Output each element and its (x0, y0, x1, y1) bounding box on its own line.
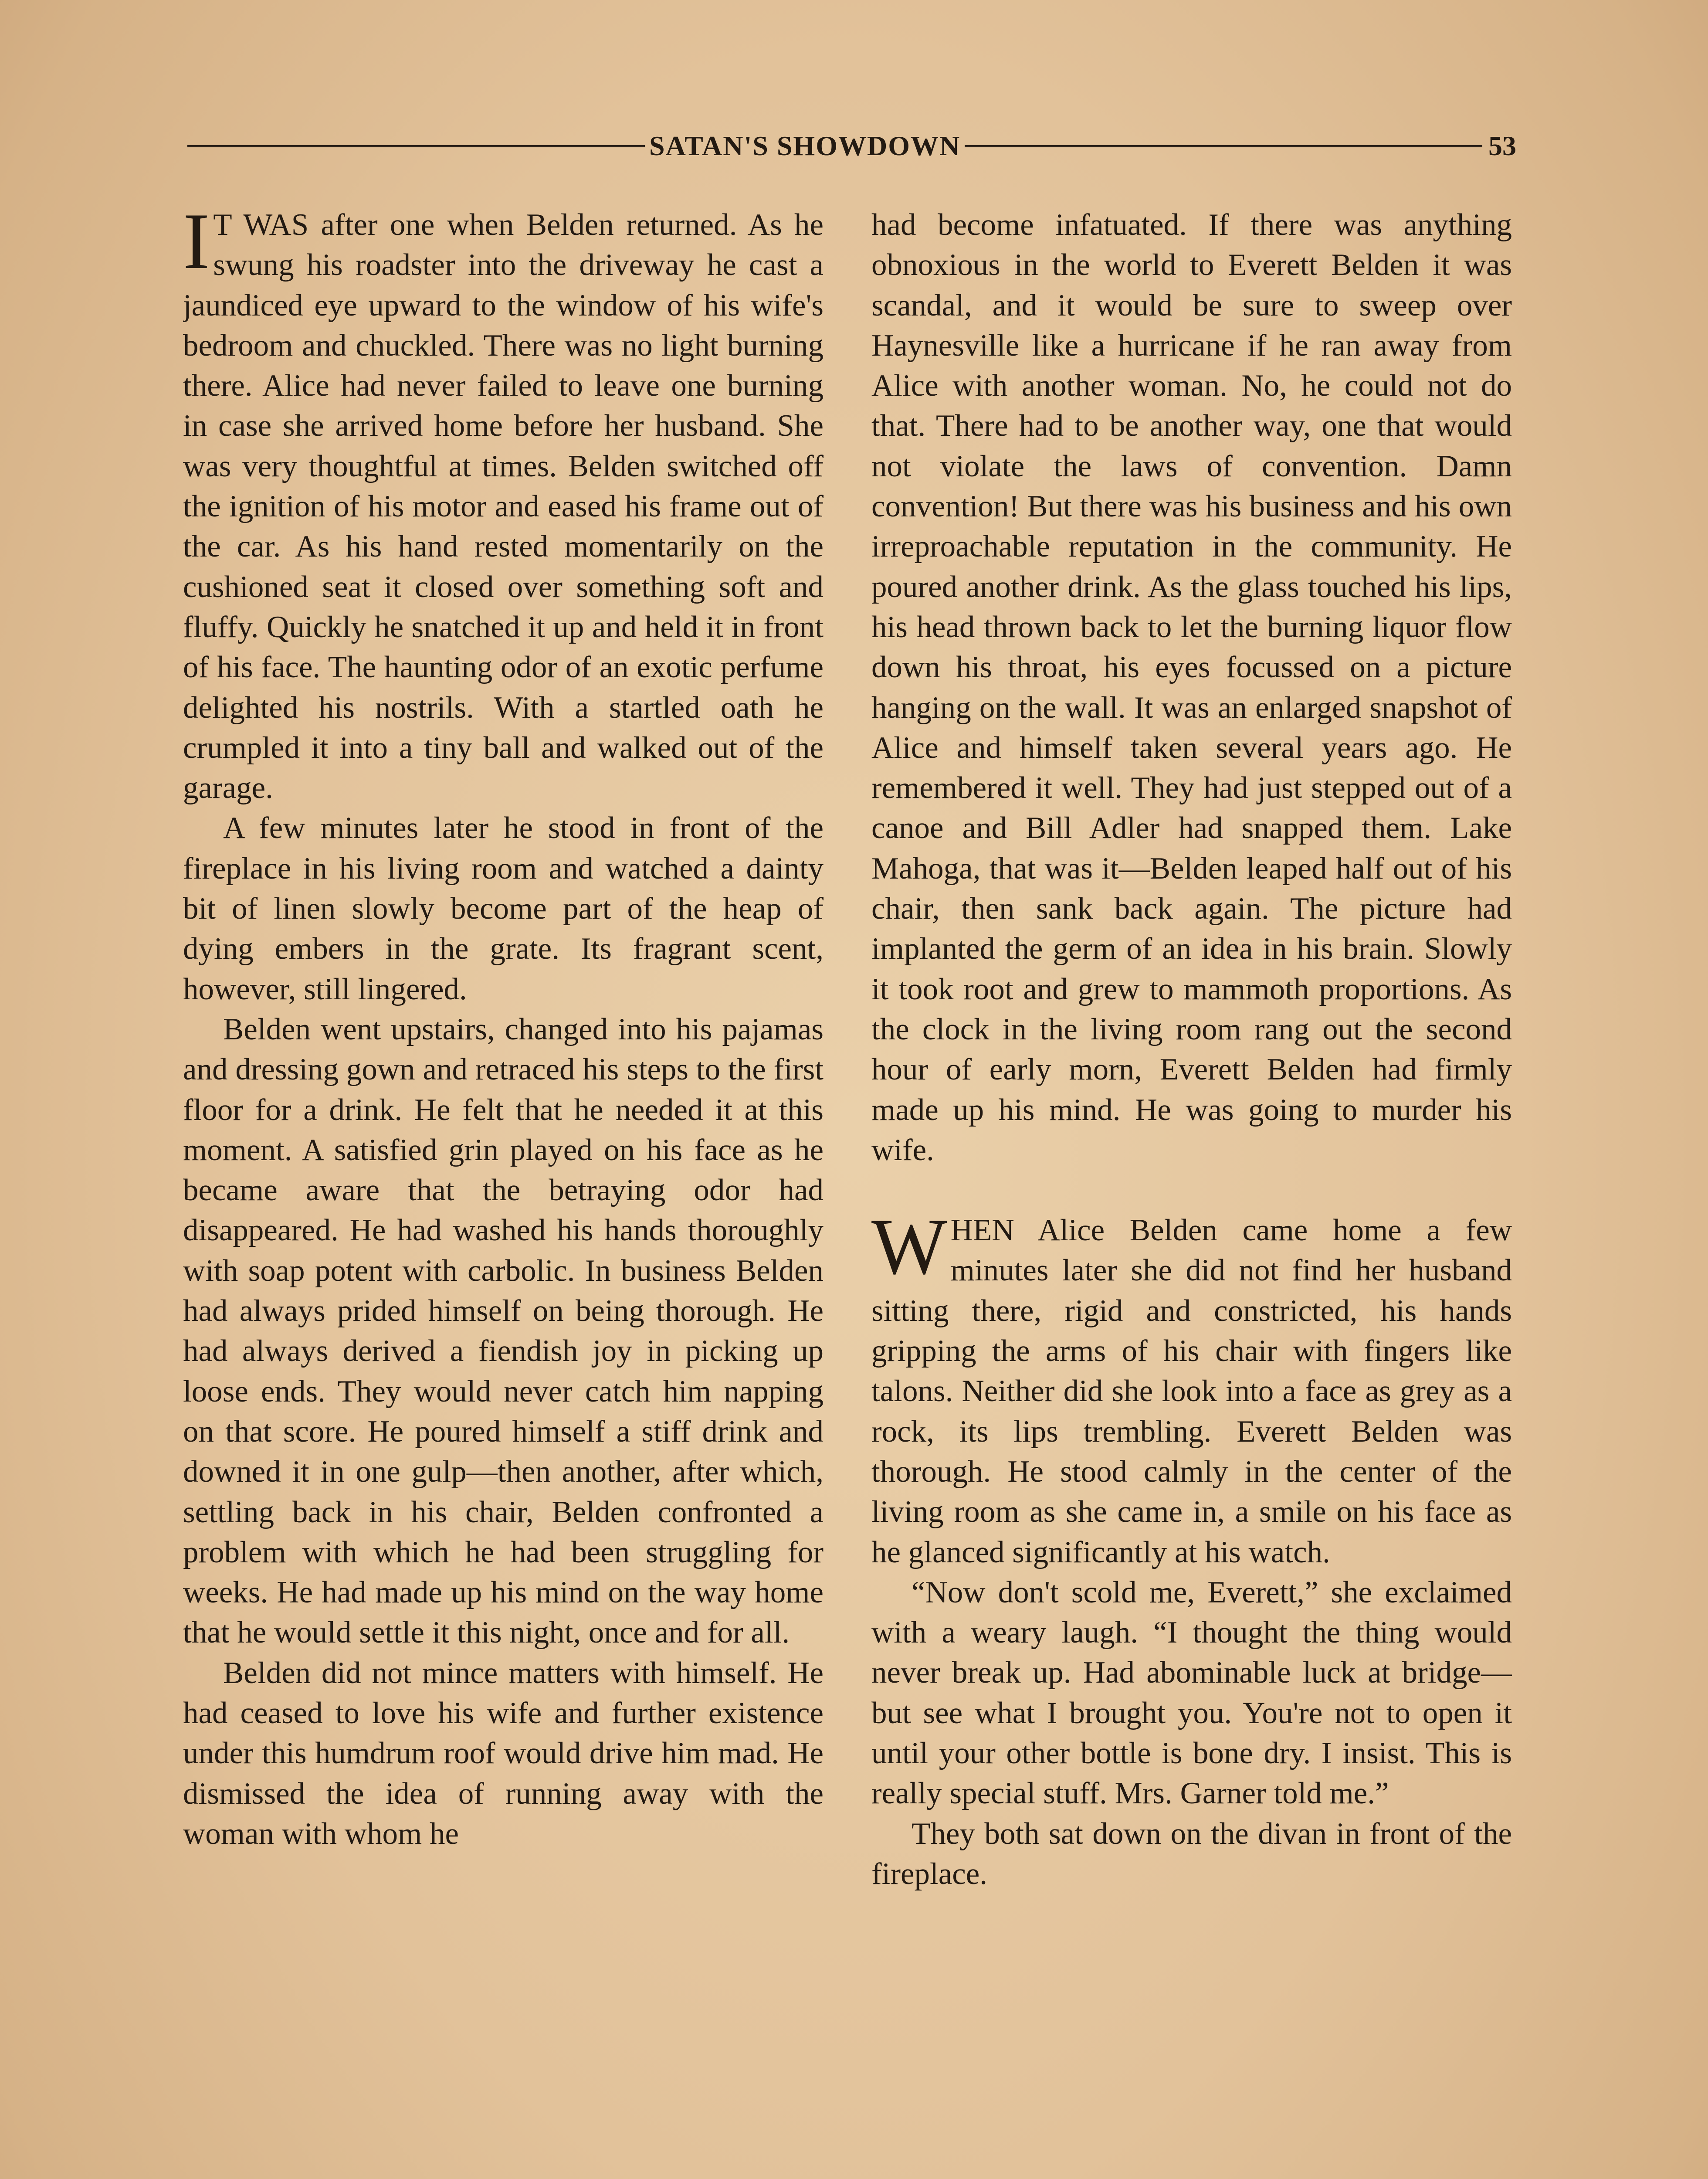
page-number: 53 (1488, 130, 1516, 161)
story-paragraph: A few minutes later he stood in front of the fireplace in his living room and watched a dainty bit of linen slowly become part of the heap of dying embers in the grate. Its fragrant scent, however, still lingered. (183, 811, 824, 1006)
running-title: SATAN'S SHOWDOWN (649, 130, 961, 161)
story-paragraph (183, 205, 824, 808)
story-paragraph: Belden went upstairs, changed into his pajamas and dressing gown and retraced his steps to the first floor for a drink. He felt that he needed it at this moment. A satisfied grin played on his face as he became aware that the betraying odor had disappeared. He had washed his hands thoroughly with soap potent with carbolic. In business Belden had always prided himself on being thorough. He had always derived a fiendish joy in picking up loose ends. They would never catch him napping on that score. He poured himself a stiff drink and downed it in one gulp—then another, after which, settling back in his chair, Belden confronted a problem with which he had been struggling for weeks. He had made up his mind on the way home that he would settle it this night, once and for all. (183, 1012, 824, 1650)
running-header (187, 126, 1516, 166)
story-paragraph: had become infatuated. If there was anything obnoxious in the world to Everett Belden it was scandal, and it would be sure to sweep over Haynesville like a hurricane if he ran away from Alice with another woman. No, he could not do that. There had to be another way, one that would not violate the laws of convention. Damn convention! But there was his business and his own irreproachable reputation in the community. He poured another drink. As the glass touched his lips, his head thrown back to let the burning liquor flow down his throat, his eyes focussed on a picture hanging on the wall. It was an enlarged snapshot of Alice and himself taken several years ago. He remembered it well. They had just stepped out of a canoe and Bill Adler had snapped them. Lake Mahoga, that was it—Belden leaped half out of his chair, then sank back again. The picture had implanted the germ of an idea in his brain. Slowly it took root and grew to mammoth proportions. As the clock in the living room rang out the second hour of early morn, Everett Belden had firmly made up his mind. He was going to murder his wife. (871, 208, 1512, 1167)
drop-cap: W (871, 1202, 947, 1291)
right-column (871, 205, 1512, 2179)
story-paragraph: Belden did not mince matters with himself. He had ceased to love his wife and further existence under this humdrum roof would drive him mad. He dismissed the idea of running away with the woman with whom he (183, 1656, 824, 1851)
header-rule-left (187, 145, 645, 147)
header-rule-right (965, 145, 1482, 147)
left-column (183, 205, 824, 2179)
paragraph-text: T WAS after one when Belden returned. As he swung his roadster into the driveway he cast a jaundiced eye upward to the window of his wife's bedroom and chuckled. There was no light burning there. Alice had never failed to leave one burning in case she arrived home before her husband. She was very thoughtful at times. Belden switched off the ignition of his motor and eased his frame out of the car. As his hand rested momentarily on the cushioned seat it closed over something soft and fluffy. Quickly he snatched it up and held it in front of his face. The haunting odor of an exotic perfume delighted his nostrils. With a startled oath he crumpled it into a tiny ball and walked out of the garage. (183, 208, 824, 805)
story-paragraph: “Now don't scold me, Everett,” she exclaimed with a weary laugh. “I thought the thing would never break up. Had abominable luck at bridge—but see what I brought you. You're not to open it until your other bottle is bone dry. I insist. This is really special stuff. Mrs. Garner told me.” (871, 1575, 1512, 1811)
story-paragraph (871, 1202, 1512, 1572)
paragraph-text: HEN Alice Belden came home a few minutes later she did not find her husband sitting there, rigid and constricted, his hands gripping the arms of his chair with fingers like talons. Neither did she look into a face as grey as a rock, its lips trembling. Everett Belden was thorough. He stood calmly in the center of the living room as she came in, a smile on his face as he glanced significantly at his watch. (871, 1213, 1512, 1569)
story-paragraph: They both sat down on the divan in front of the fireplace. (871, 1816, 1512, 1891)
drop-cap: I (183, 205, 210, 285)
